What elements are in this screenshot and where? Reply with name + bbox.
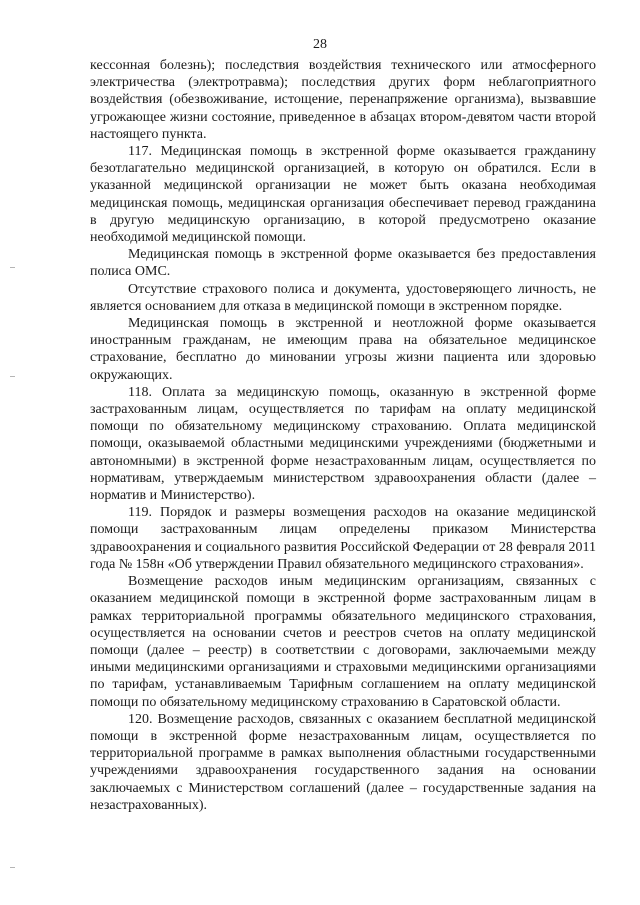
paragraph-120: 120. Возмещение расходов, связанных с оказанием бесплатной медицинской помощи в экстренной форме незастрахованным лицам, осуществляется по территориальной программе в рамках выполнения областными государственными учреждениями здравоохранения государственного задания на основании заключаемых с Министерством соглашений (далее – государственные задания на незастрахованных). bbox=[90, 711, 596, 813]
paragraph: Отсутствие страхового полиса и документа, удостоверяющего личность, не является основанием для отказа в медицинской помощи в экстренном порядке. bbox=[90, 281, 596, 314]
paragraph: Возмещение расходов иным медицинским организациям, связанных с оказанием медицинской помощи в экстренной форме застрахованным лицам в рамках территориальной программы обязательного медицинского страхования, осуществляется на основании счетов и реестров счетов на оплату медицинской помощи (далее – реестр) в соответствии с договорами, заключаемыми между иными медицинскими организациями и страховыми медицинскими организациями по тарифам, устанавливаемым Тарифным соглашением на оплату медицинской помощи по обязательному медицинскому страхованию в Саратовской области. bbox=[90, 574, 596, 710]
paragraph-117: 117. Медицинская помощь в экстренной форме оказывается гражданину безотлагательно медицинской организацией, в которую он обратился. Если в указанной медицинской организации не может быть оказана необходимая медицинская помощь, медицинская организация обеспечивает перевод гражданина в другую медицинскую организацию, в которой предусмотрено оказание необходимой медицинской помощи. bbox=[90, 144, 596, 246]
paragraph: Медицинская помощь в экстренной форме оказывается без предоставления полиса ОМС. bbox=[90, 247, 596, 280]
margin-mark bbox=[10, 376, 15, 377]
margin-mark bbox=[10, 867, 15, 868]
paragraph: кессонная болезнь); последствия воздействия технического или атмосферного электричества (электротравма); последствия других форм неблагоприятного воздействия (обезвоживание, истощение, перенапряжение организма), вызвавшие угрожающее жизни состояние, приведенное в абзацах втором-девятом части второй настоящего пункта. bbox=[90, 58, 596, 142]
margin-mark bbox=[10, 267, 15, 268]
paragraph-119: 119. Порядок и размеры возмещения расходов на оказание медицинской помощи застрахованным лицам определены приказом Министерства здравоохранения и социального развития Российской Федерации от 28 февраля 2011 года № 158н «Об утверждении Правил обязательного медицинского страхования». bbox=[90, 505, 596, 572]
paragraph: Медицинская помощь в экстренной и неотложной форме оказывается иностранным гражданам, не имеющим права на обязательное медицинское страхование, бесплатно до миновании угрозы жизни пациента или здоровью окружающих. bbox=[90, 316, 596, 383]
document-body bbox=[90, 57, 596, 814]
page-number: 28 bbox=[313, 37, 327, 52]
paragraph-118: 118. Оплата за медицинскую помощь, оказанную в экстренной форме застрахованным лицам, осуществляется по тарифам на оплату медицинской помощи по обязательному медицинскому страхованию. Оплата медицинской помощи, оказываемой областными медицинскими учреждениями (бюджетными и автономными) в экстренной форме незастрахованным лицам, осуществляется по нормативам, утверждаемым министерством здравоохранения области (далее – норматив и Министерство). bbox=[90, 384, 596, 504]
